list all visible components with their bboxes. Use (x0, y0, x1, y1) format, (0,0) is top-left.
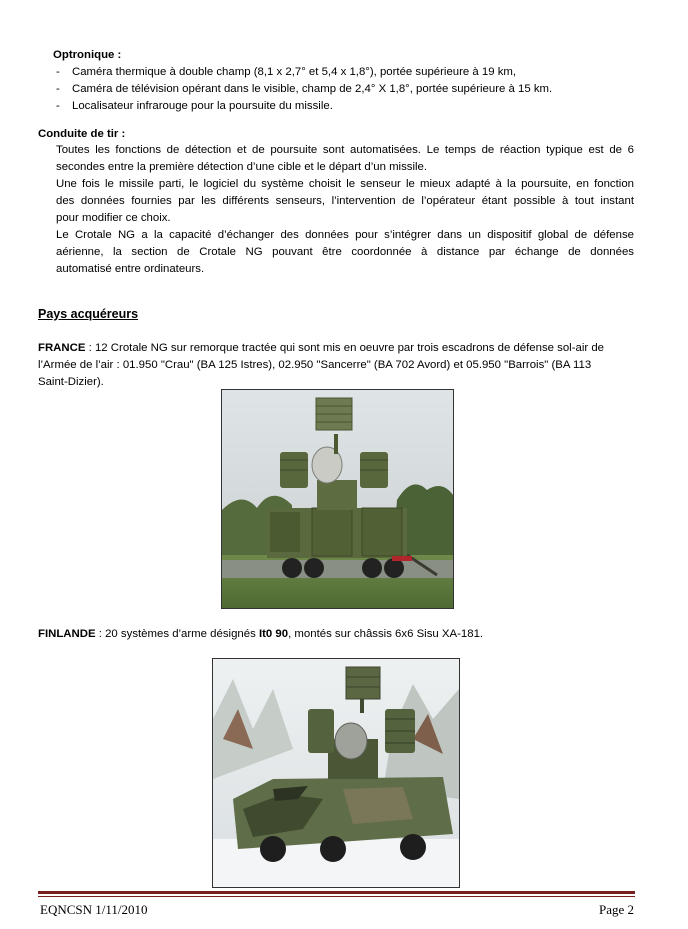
text-line: Une fois le missile parti, le logiciel du système choisit le senseur le mieux adapté à la poursuite, en fonction (56, 178, 634, 190)
photo-crotale-trailer (221, 389, 454, 609)
list-item: - Caméra de télévision opérant dans le visible, champ de 2,4° X 1,8°, portée supérieure à 15 km. (56, 83, 553, 95)
optronique-title: Optronique : (53, 49, 122, 61)
text-segment: : 20 systèmes d’arme désignés (95, 628, 259, 640)
text-segment: , montés sur châssis 6x6 Sisu XA-181. (288, 628, 484, 640)
footer-rule (38, 891, 635, 894)
footer-rule (38, 896, 635, 897)
conduite-title: Conduite de tir : (38, 128, 126, 140)
text-line: aérienne, la section de Crotale NG pouvant être coordonnée à distance par échange de données (56, 246, 634, 258)
text-line: l’Armée de l’air : 01.950 "Crau" (BA 125 Istres), 02.950 "Sancerre" (BA 702 Avord) et 05.950 "Barrois" (BA 113 (38, 359, 592, 371)
country-label: FINLANDE (38, 628, 96, 640)
designation: It0 90 (258, 628, 289, 640)
finlande-paragraph (38, 626, 483, 642)
france-paragraph (38, 340, 638, 391)
text-line: Toutes les fonctions de détection et de poursuite sont automatisées. Le temps de réaction typique est de 6 (56, 144, 634, 156)
page-number: Page 2 (598, 902, 634, 917)
footer-left: EQNCSN 1/11/2010 (40, 902, 148, 917)
text-line: Le Crotale NG a la capacité d’échanger des données pour s’intégrer dans un dispositif global de défense (56, 229, 634, 241)
list-item: - Caméra thermique à double champ (8,1 x 2,7° et 5,4 x 1,8°), portée supérieure à 19 km, (56, 66, 517, 78)
text-line: pour modifier ce choix. (56, 212, 171, 224)
text-line: secondes entre la première détection d’une cible et le départ d’un missile. (56, 161, 428, 173)
country-label: FRANCE (38, 342, 86, 354)
text-line: automatisé entre ordinateurs. (56, 263, 205, 275)
text-line: des données fournies par les différents senseurs, l’intervention de l’opérateur étant possible à tout instant (56, 195, 634, 207)
section-heading: Pays acquéreurs (38, 307, 139, 321)
list-item: - Localisateur infrarouge pour la poursuite du missile. (56, 100, 333, 112)
conduite-paragraph (56, 142, 634, 278)
photo-crotale-sisu (212, 658, 460, 888)
text-line: : 12 Crotale NG sur remorque tractée qui sont mis en oeuvre par trois escadrons de défense sol-air de (85, 342, 604, 354)
text-line: Saint-Dizier). (38, 376, 104, 388)
optronique-list (56, 64, 616, 115)
